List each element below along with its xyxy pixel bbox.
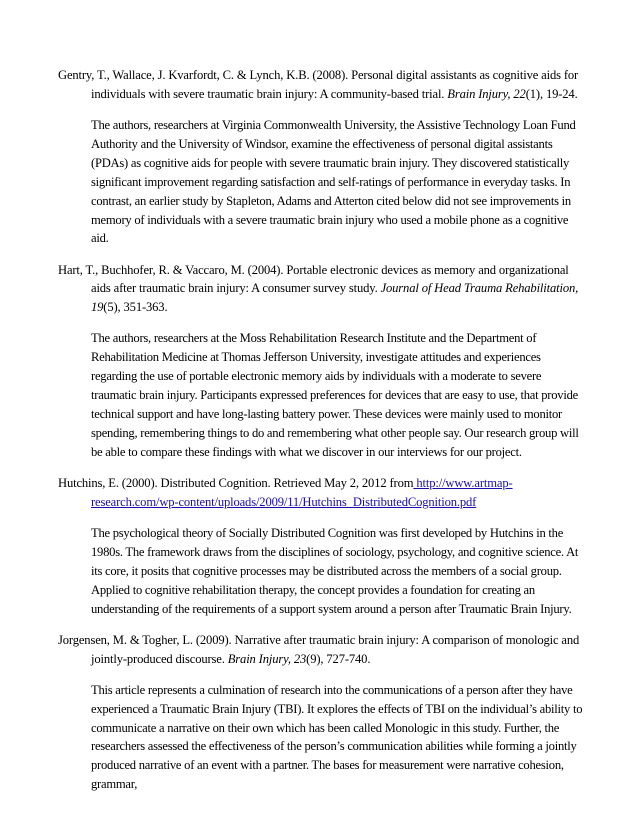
journal-title: Brain Injury, 22 bbox=[447, 86, 526, 101]
bibliography-entry-jorgensen bbox=[58, 631, 588, 794]
citation-text: Jorgensen, M. & Togher, L. (2009). Narrative after traumatic brain injury: A comparison of monologic and jointly-produced discourse. bbox=[58, 632, 580, 666]
source-url-link[interactable]: http://www.artmap-research.com/wp-content/uploads/2009/11/Hutchins_DistributedCognition.pdf bbox=[91, 475, 513, 509]
annotation-paragraph: This article represents a culmination of research into the communications of a person after they have experienced a Traumatic Brain Injury (TBI). It explores the effects of TBI on the individual’s ability to communicate a narrative on their own which has been called Monologic in this study. Further, the researchers assessed the effectiveness of the person’s communication abilities while forming a jointly produced narrative of an event with a partner. The bases for measurement were narrative cohesion, grammar, bbox=[91, 682, 583, 792]
citation bbox=[58, 261, 588, 318]
bibliography-entry-gentry bbox=[58, 66, 588, 248]
document-page bbox=[58, 66, 588, 806]
citation bbox=[58, 66, 588, 104]
citation bbox=[58, 631, 588, 669]
journal-title: Brain Injury, 23 bbox=[227, 651, 307, 666]
citation-text: Hart, T., Buchhofer, R. & Vaccaro, M. (2004). Portable electronic devices as memory and organizational aids after traumatic brain injury: A consumer survey study. bbox=[58, 262, 569, 296]
citation-text: Hutchins, E. (2000). Distributed Cognition. Retrieved May 2, 2012 from bbox=[58, 475, 414, 490]
annotation-paragraph: The authors, researchers at Virginia Commonwealth University, the Assistive Technology Loan Fund Authority and the University of Windsor, examine the effectiveness of personal digital assistants (PDAs) as cognitive aids for people with severe traumatic brain injury. They discovered statistically significant improvement regarding satisfaction and self-ratings of performance in everyday tasks. In contrast, an earlier study by Stapleton, Adams and Atterton cited below did not see improvements in memory of individuals with a severe traumatic brain injury who used a mobile phone as a cognitive aid. bbox=[91, 118, 576, 246]
citation bbox=[58, 474, 588, 512]
citation-volume-pages: (9), 727-740. bbox=[306, 651, 371, 666]
journal-title: Journal of Head Trauma Rehabilitation, 19 bbox=[91, 281, 579, 315]
annotation-paragraph: The authors, researchers at the Moss Rehabilitation Research Institute and the Department of Rehabilitation Medicine at Thomas Jefferson University, investigate attitudes and experiences regarding the use of portable electronic memory aids by individuals with a moderate to severe traumatic brain injury. Participants expressed preferences for devices that are easy to use, that provide technical support and have long-lasting battery power. These devices were mainly used to monitor spending, remembering things to do and remembering what other people say. Our research group will be able to compare these findings with what we discover in our interviews for our project. bbox=[91, 331, 579, 459]
citation-volume-pages: (5), 351-363. bbox=[103, 300, 168, 315]
annotation-paragraph: The psychological theory of Socially Distributed Cognition was first developed by Hutchins in the 1980s. The framework draws from the disciplines of sociology, psychology, and cognitive science. At its core, it posits that cognitive processes may be distributed across the members of a social group. Applied to cognitive rehabilitation therapy, the concept provides a foundation for creating an understanding of the requirements of a support system around a person after Traumatic Brain Injury. bbox=[91, 525, 579, 616]
citation-text: Gentry, T., Wallace, J. Kvarfordt, C. & Lynch, K.B. (2008). Personal digital assistants as cognitive aids for individuals with severe traumatic brain injury: A community-based trial. bbox=[58, 68, 579, 101]
bibliography-entry-hutchins bbox=[58, 474, 588, 619]
citation-volume-pages: (1), 19-24. bbox=[525, 86, 578, 101]
bibliography-entry-hart bbox=[58, 261, 588, 462]
